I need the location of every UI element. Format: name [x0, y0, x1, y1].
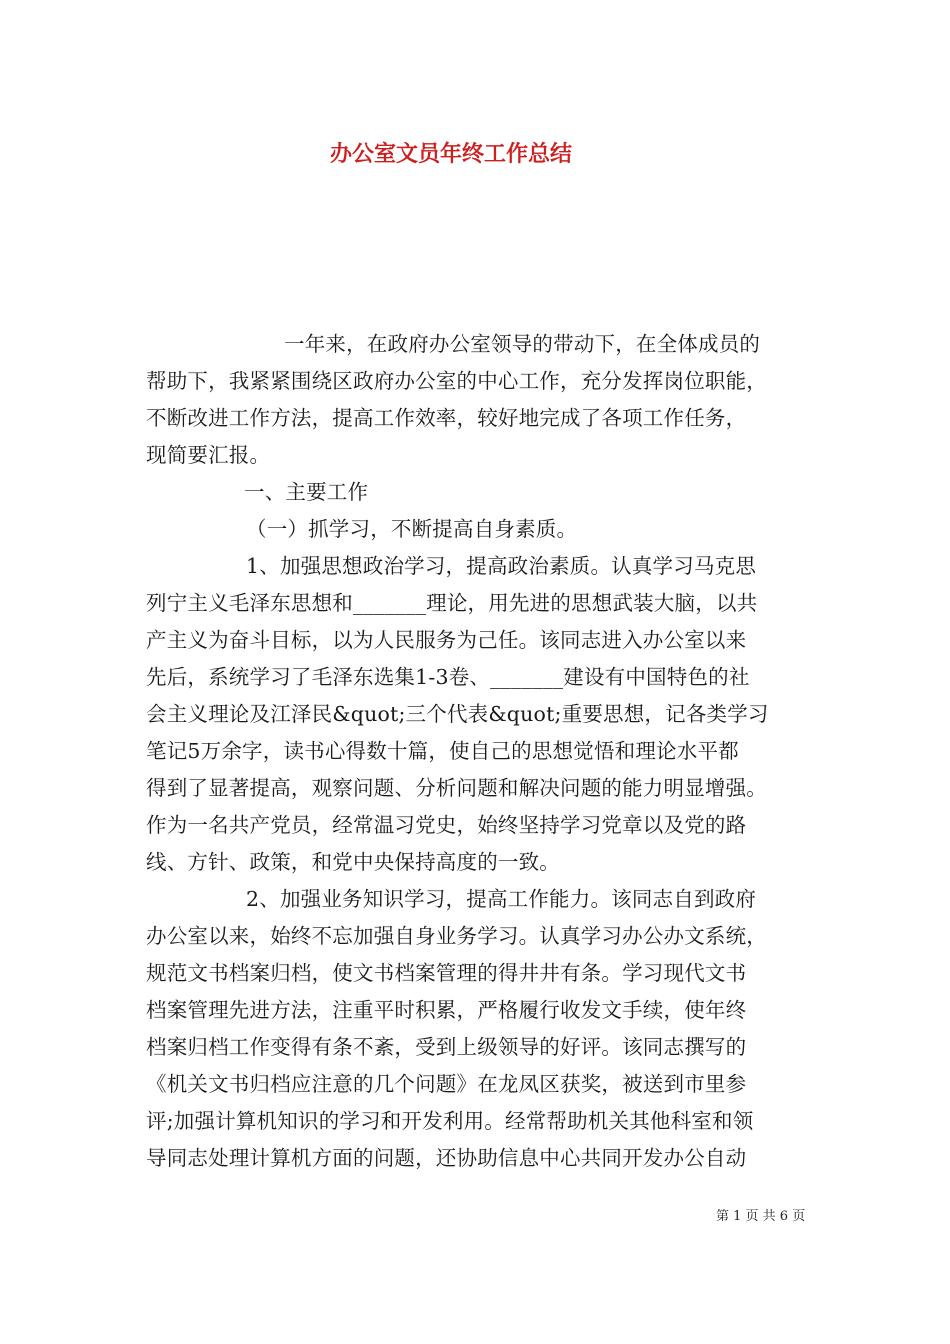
subsection-heading: （一）抓学习，不断提高自身素质。 — [246, 517, 578, 541]
paragraph-line: 一年来，在政府办公室领导的带动下，在全体成员的 — [284, 332, 761, 356]
paragraph-line: 导同志处理计算机方面的问题，还协助信息中心共同开发办公自动 — [146, 1146, 747, 1170]
paragraph-line: 笔记5万余字，读书心得数十篇，使自己的思想觉悟和理论水平都 — [146, 739, 739, 763]
paragraph-line: 现简要汇报。 — [146, 443, 271, 467]
paragraph-line: 作为一名共产党员，经常温习党史，始终坚持学习党章以及党的路 — [146, 813, 747, 837]
paragraph-line: 线、方针、政策，和党中央保持高度的一致。 — [146, 850, 560, 874]
document-body — [146, 326, 816, 1177]
paragraph-line: 2、加强业务知识学习，提高工作能力。该同志自到政府 — [246, 887, 757, 911]
section-heading: 一、主要工作 — [244, 480, 369, 504]
paragraph-line: 《机关文书归档应注意的几个问题》在龙凤区获奖，被送到市里参 — [146, 1072, 747, 1096]
document-title: 办公室文员年终工作总结 — [330, 142, 573, 167]
paragraph-line: 会主义理论及江泽民&quot;三个代表&quot;重要思想，记各类学习 — [146, 702, 769, 726]
paragraph-line: 1、加强思想政治学习，提高政治素质。认真学习马克思 — [246, 554, 757, 578]
paragraph-line: 列宁主义毛泽东思想和_______理论，用先进的思想武装大脑，以共 — [146, 591, 758, 615]
paragraph-line: 规范文书档案归档，使文书档案管理的得井井有条。学习现代文书 — [146, 961, 747, 985]
page-number-footer: 第 1 页 共 6 页 — [716, 1209, 806, 1224]
paragraph-line: 办公室以来，始终不忘加强自身业务学习。认真学习办公办文系统， — [146, 924, 767, 948]
paragraph-line: 档案归档工作变得有条不紊，受到上级领导的好评。该同志撰写的 — [146, 1035, 747, 1059]
paragraph-line: 帮助下，我紧紧围绕区政府办公室的中心工作，充分发挥岗位职能， — [146, 369, 767, 393]
paragraph-line: 得到了显著提高，观察问题、分析问题和解决问题的能力明显增强。 — [146, 776, 767, 800]
paragraph-line: 产主义为奋斗目标，以为人民服务为己任。该同志进入办公室以来 — [146, 628, 747, 652]
paragraph-line: 评;加强计算机知识的学习和开发利用。经常帮助机关其他科室和领 — [146, 1109, 754, 1133]
paragraph-line: 档案管理先进方法，注重平时积累，严格履行收发文手续，使年终 — [146, 998, 747, 1022]
paragraph-line: 先后，系统学习了毛泽东选集1-3卷、_______建设有中国特色的社 — [146, 665, 750, 689]
paragraph-line: 不断改进工作方法，提高工作效率，较好地完成了各项工作任务， — [146, 406, 747, 430]
